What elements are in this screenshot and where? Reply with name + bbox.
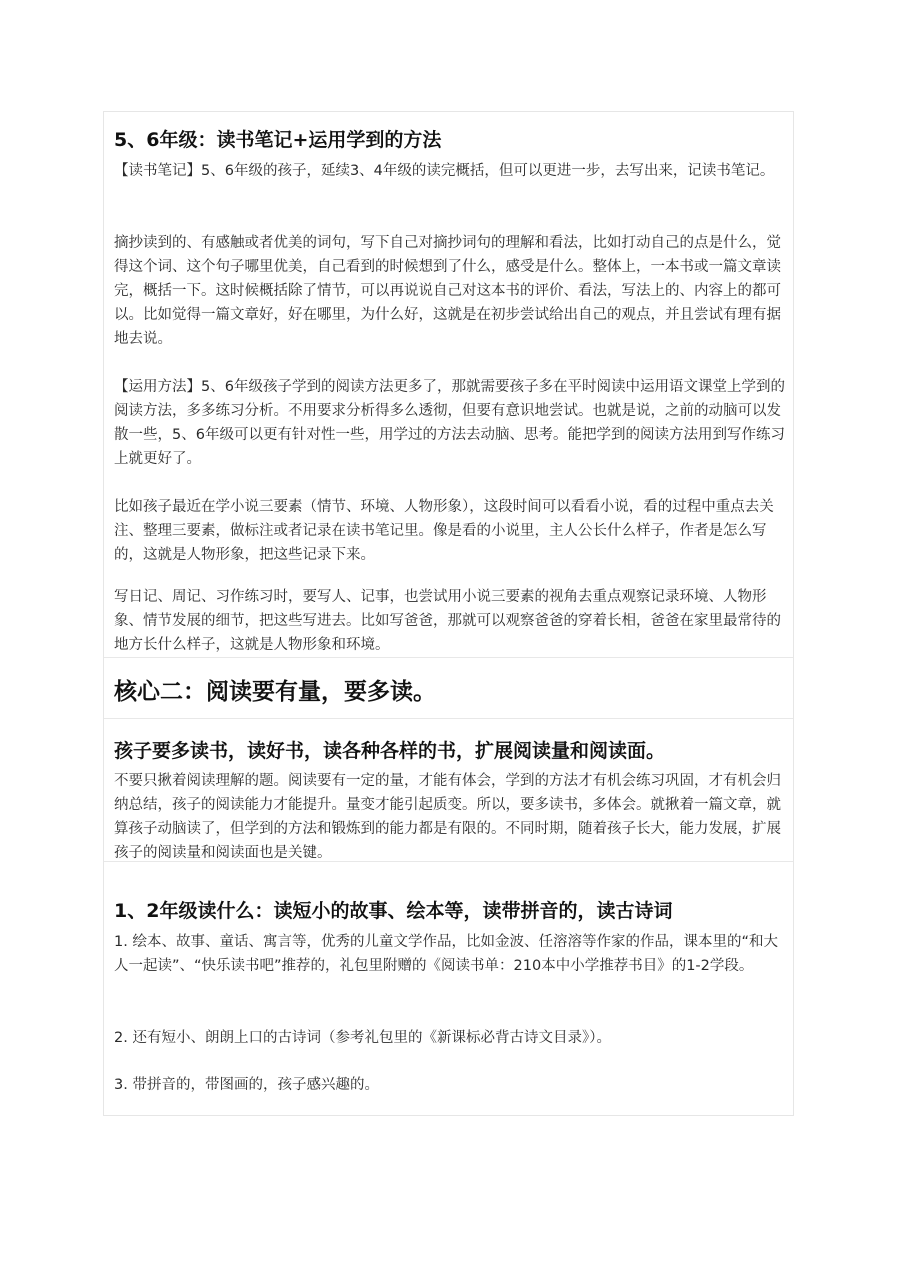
list-item-picture-books: 1. 绘本、故事、童话、寓言等，优秀的儿童文学作品，比如金波、任溶溶等作家的作品，课本里的“和大人一起读”、“快乐读书吧”推荐的，礼包里附赠的《阅读书单：210本中小学推荐书目》的1-2学段。 [114,934,778,974]
section-title-core-two: 核心二：阅读要有量，要多读。 [114,679,436,705]
paragraph-excerpt-method: 摘抄读到的、有感触或者优美的词句，写下自己对摘抄词句的理解和看法，比如打动自己的点是什么，觉得这个词、这个句子哪里优美，自己看到的时候想到了什么，感受是什么。整体上，一本书或一篇文章读完，概括一下。这时候概括除了情节，可以再说说自己对这本书的评价、看法，写法上的、内容上的都可以。比如觉得一篇文章好，好在哪里，为什么好，这就是在初步尝试给出自己的观点，并且尝试有理有据地去说。 [114,235,781,347]
paragraph-apply-method: 【运用方法】5、6年级孩子学到的阅读方法更多了，那就需要孩子多在平时阅读中运用语文课堂上学到的阅读方法，多多练习分析。不用要求分析得多么透彻，但要有意识地尝试。也就是说，之前的动脑可以发散一些，5、6年级可以更有针对性一些，用学过的方法去动脑、思考。能把学到的阅读方法用到写作练习上就更好了。 [114,379,785,467]
section-grade-1-2 [104,862,793,1117]
section-title-grade-5-6: 5、6年级：读书笔记+运用学到的方法 [114,129,442,151]
list-item-pinyin-books: 3. 带拼音的，带图画的，孩子感兴趣的。 [114,1077,379,1093]
paragraph-novel-elements: 比如孩子最近在学小说三要素（情节、环境、人物形象），这段时间可以看看小说，看的过程中重点去关注、整理三要素，做标注或者记录在读书笔记里。像是看的小说里，主人公长什么样子，作者是怎么写的，这就是人物形象，把这些记录下来。 [114,499,774,563]
paragraph-reading-notes: 【读书笔记】5、6年级的孩子，延续3、4年级的读完概括，但可以更进一步，去写出来，记读书笔记。 [114,163,775,179]
document-page [103,111,794,1116]
section-read-more [104,719,793,862]
list-item-ancient-poems: 2. 还有短小、朗朗上口的古诗词（参考礼包里的《新课标必背古诗文目录》）。 [114,1030,611,1046]
section-grade-5-6 [104,112,793,658]
paragraph-read-more: 不要只揪着阅读理解的题。阅读要有一定的量，才能有体会，学到的方法才有机会练习巩固，才有机会归纳总结，孩子的阅读能力才能提升。量变才能引起质变。所以，要多读书，多体会。就揪着一篇文章，就算孩子动脑读了，但学到的方法和锻炼到的能力都是有限的。不同时期，随着孩子长大，能力发展，扩展孩子的阅读量和阅读面也是关键。 [114,773,781,861]
section-core-two [104,658,793,719]
section-title-read-more: 孩子要多读书，读好书，读各种各样的书，扩展阅读量和阅读面。 [114,740,666,762]
section-title-grade-1-2: 1、2年级读什么：读短小的故事、绘本等，读带拼音的，读古诗词 [114,900,673,922]
paragraph-diary-writing: 写日记、周记、习作练习时，要写人、记事，也尝试用小说三要素的视角去重点观察记录环境、人物形象、情节发展的细节，把这些写进去。比如写爸爸，那就可以观察爸爸的穿着长相，爸爸在家里最常待的地方长什么样子，这就是人物形象和环境。 [114,589,781,653]
